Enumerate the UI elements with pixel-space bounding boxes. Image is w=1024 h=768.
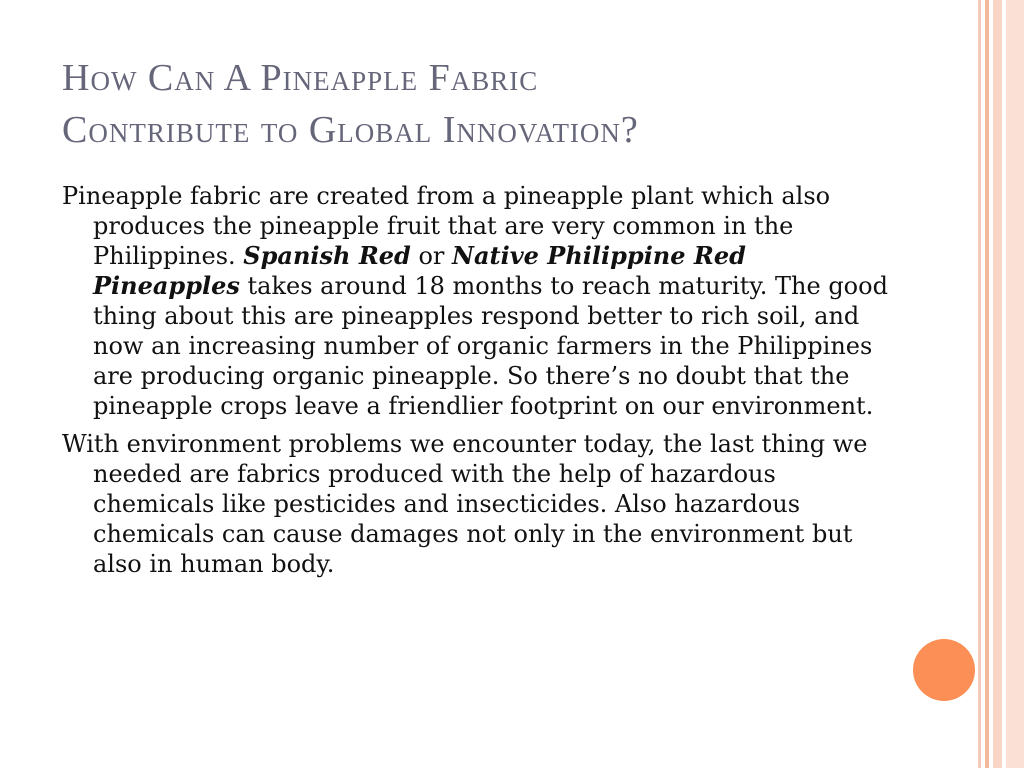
paragraph-1-text-a: Pineapple fabric are created from a pineapple plant which also produces the pineapple fruit that are very common in the Philippines. — [62, 182, 831, 270]
title-line-1: How Can A Pineapple Fabric — [62, 57, 539, 99]
emphasis-spanish-red: Spanish Red — [243, 241, 411, 270]
paragraph-1-text-c: takes around 18 months to reach maturity. The good thing about this are pineapples respond better to rich soil, and now an increasing number of organic farmers in the Philippines are producing organic pineapple. So there’s no doubt that the pineapple crops leave a friendlier footprint on our environment. — [93, 272, 888, 420]
title-line-2: Contribute to Global Innovation? — [62, 109, 639, 151]
decorative-stripe — [1006, 0, 1024, 768]
decorative-stripe — [978, 0, 981, 768]
decorative-stripe — [993, 0, 1002, 768]
paragraph-1-text-b: or — [410, 242, 453, 270]
body-paragraph-2: With environment problems we encounter today, the last thing we needed are fabrics produced with the help of hazardous chemicals like pesticides and insecticides. Also hazardous chemicals can cause damages not only in the environment but also in human body. — [62, 430, 868, 578]
decorative-stripe — [985, 0, 989, 768]
accent-circle — [913, 639, 975, 701]
body-paragraph-1 — [62, 181, 892, 421]
slide-body — [62, 181, 892, 587]
slide-title — [62, 52, 942, 156]
emphasis-native-philippine-red-pineapples: Native Philippine Red Pineapples — [93, 241, 746, 300]
